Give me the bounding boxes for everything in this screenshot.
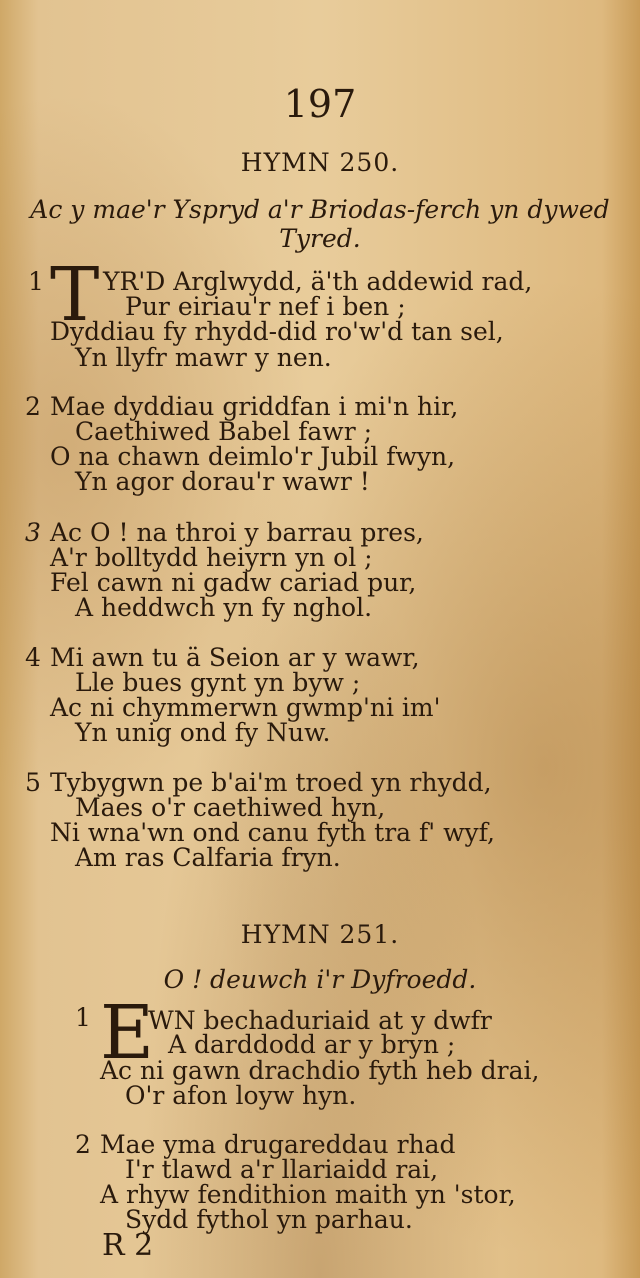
- verse-line: Ac O ! na throi y barrau pres,: [50, 518, 424, 547]
- verse-line: A heddwch yn fy nghol.: [75, 593, 373, 622]
- verse-line: Tybygwn pe b'ai'm troed yn rhydd,: [50, 768, 492, 797]
- verse-line: Mae yma drugareddau rhad: [100, 1130, 456, 1159]
- verse-number: 2: [25, 392, 41, 421]
- verse-number: 5: [25, 768, 41, 797]
- verse-line: I'r tlawd a'r llariaidd rai,: [125, 1155, 439, 1184]
- verse-line: WN bechaduriaid at y dwfr: [148, 1006, 492, 1035]
- verse-line: Pur eiriau'r nef i ben ;: [125, 292, 406, 321]
- verse-line: A rhyw fendithion maith yn 'stor,: [100, 1180, 516, 1209]
- verse-line: YR'D Arglwydd, ä'th addewid rad,: [103, 267, 533, 296]
- verse-number: 4: [25, 643, 41, 672]
- verse-line: Yn llyfr mawr y nen.: [75, 343, 332, 372]
- verse-number: 2: [75, 1130, 91, 1159]
- verse-line: Am ras Calfaria fryn.: [75, 843, 341, 872]
- verse-line: Maes o'r caethiwed hyn,: [75, 793, 386, 822]
- hymn-251-title: HYMN 251.: [240, 920, 400, 949]
- verse-line: Sydd fythol yn parhau.: [125, 1205, 413, 1234]
- drop-cap: T: [50, 252, 100, 338]
- verse-line: O na chawn deimlo'r Jubil fwyn,: [50, 442, 456, 471]
- hymn-250-epigraph-line-1: Ac y mae'r Yspryd a'r Briodas-ferch yn dywed: [30, 195, 610, 224]
- hymn-250-epigraph-line-2: Tyred.: [279, 224, 361, 253]
- verse-line: Ac ni chymmerwn gwmp'ni im': [50, 693, 441, 722]
- hymn-250-title: HYMN 250.: [240, 148, 400, 177]
- verse-number: 1: [28, 267, 44, 296]
- verse-line: Mae dyddiau griddfan i mi'n hir,: [50, 392, 459, 421]
- verse-line: O'r afon loyw hyn.: [125, 1081, 357, 1110]
- verse-line: A'r bolltydd heiyrn yn ol ;: [50, 543, 373, 572]
- verse-line: Dyddiau fy rhydd-did ro'w'd tan sel,: [50, 317, 504, 346]
- verse-line: Lle bues gynt yn byw ;: [75, 668, 361, 697]
- drop-cap: E: [100, 990, 155, 1076]
- verse-line: Caethiwed Babel fawr ;: [75, 417, 373, 446]
- verse-line: Ni wna'wn ond canu fyth tra f' wyf,: [50, 818, 495, 847]
- hymn-251-epigraph: O ! deuwch i'r Dyfroedd.: [163, 965, 477, 994]
- verse-line: Yn agor dorau'r wawr !: [75, 467, 370, 496]
- verse-line: A darddodd ar y bryn ;: [168, 1030, 456, 1059]
- verse-line: Fel cawn ni gadw cariad pur,: [50, 568, 417, 597]
- signature-mark: R 2: [102, 1228, 154, 1263]
- verse-line: Ac ni gawn drachdio fyth heb drai,: [100, 1056, 540, 1085]
- verse-number: 1: [75, 1003, 91, 1032]
- verse-number: 3: [25, 518, 41, 547]
- page-number: 197: [283, 82, 357, 126]
- verse-line: Mi awn tu ä Seion ar y wawr,: [50, 643, 420, 672]
- verse-line: Yn unig ond fy Nuw.: [75, 718, 331, 747]
